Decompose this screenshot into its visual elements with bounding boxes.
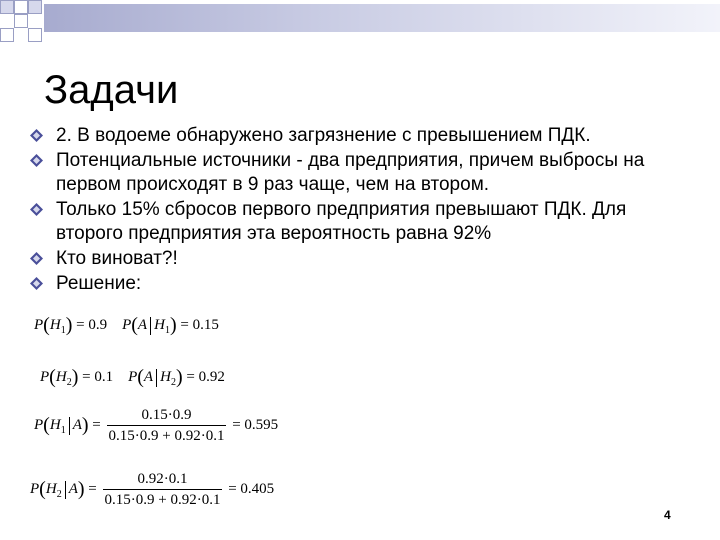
- bullet-text: Кто виноват?!: [56, 248, 178, 269]
- formula-result: 0.595: [244, 416, 279, 433]
- formula-result: 0.405: [240, 480, 275, 497]
- formula-subscript: 2: [56, 488, 62, 500]
- list-item: [28, 247, 698, 271]
- formula-fraction: [107, 406, 227, 445]
- formula-subscript: 1: [164, 324, 170, 336]
- formula-symbol: P: [128, 368, 138, 385]
- fraction-numerator: 0.15·0.9: [107, 406, 227, 426]
- deco-square: [0, 0, 14, 14]
- diamond-bullet-icon: [30, 277, 43, 290]
- formula-symbol: P: [122, 316, 132, 333]
- bullet-text: 2. В водоеме обнаружено загрязнение с превышением ПДК.: [56, 125, 591, 146]
- formula-posterior-h2: $P(H_2$ A) = $\frac{0.92\cdot 0.1}{0.15\cdot 0.9 + 0.92\cdot 0.1}$ = 0.405: [30, 471, 275, 508]
- formula-symbol: H: [49, 316, 61, 333]
- formula-subscript: 1: [60, 424, 66, 436]
- formula-symbol: H: [55, 368, 67, 385]
- formula-symbol: A: [72, 416, 82, 433]
- formula-symbol: H: [45, 480, 57, 497]
- formula-symbol: P: [34, 416, 44, 433]
- formula-symbol: H: [154, 316, 165, 333]
- list-item: [28, 272, 698, 296]
- diamond-bullet-icon: [30, 203, 43, 216]
- formula-symbol: P: [30, 480, 40, 497]
- formula-symbol: H: [160, 368, 171, 385]
- formula-posterior-h1: $P(H_1$ A) = $\frac{0.15\cdot 0.9}{0.15\cdot 0.9 + 0.92\cdot 0.1}$ = 0.595: [34, 407, 279, 444]
- fraction-denominator: 0.15·0.9 + 0.92·0.1: [104, 492, 221, 508]
- formula-symbol: A: [143, 368, 154, 385]
- bullet-text: Только 15% сбросов первого предприятия превышают ПДК. Для второго предприятия эта вероятность равна 92%: [56, 199, 627, 244]
- formula-prior-h1: $P(H_1) = 0.9$ P(A $H_1) = 0.15$: [34, 314, 219, 336]
- formula-symbol: A: [68, 480, 78, 497]
- formula-subscript: 1: [60, 324, 66, 336]
- diamond-bullet-icon: [30, 252, 43, 265]
- header-gradient-bar: [44, 4, 720, 32]
- formula-value: 0.15: [192, 316, 219, 333]
- formula-value: 0.9: [88, 316, 108, 333]
- slide-title: Задачи: [44, 68, 179, 112]
- formula-symbol: P: [34, 316, 44, 333]
- formula-subscript: 2: [170, 376, 176, 388]
- formula-prior-h2: $P(H_2) = 0.1$ P(A $H_2) = 0.92$: [40, 366, 225, 388]
- header-decoration: [0, 0, 720, 46]
- diamond-bullet-icon: [30, 154, 43, 167]
- list-item: [28, 198, 698, 246]
- formula-subscript: 2: [66, 376, 72, 388]
- formula-value: 0.92: [198, 368, 225, 385]
- deco-square: [0, 28, 14, 42]
- formula-symbol: H: [49, 416, 61, 433]
- diamond-bullet-icon: [30, 129, 43, 142]
- fraction-denominator: 0.15·0.9 + 0.92·0.1: [108, 428, 225, 444]
- page-number: 4: [664, 508, 671, 522]
- formula-fraction: [103, 470, 223, 509]
- bullet-text: Решение:: [56, 273, 142, 294]
- formula-value: 0.1: [94, 368, 114, 385]
- deco-square: [14, 0, 28, 14]
- list-item: [28, 124, 698, 148]
- deco-square: [28, 0, 42, 14]
- deco-square: [14, 14, 28, 28]
- list-item: [28, 149, 698, 197]
- formula-symbol: P: [40, 368, 50, 385]
- fraction-numerator: 0.92·0.1: [103, 470, 223, 490]
- deco-square: [28, 28, 42, 42]
- bullet-text: Потенциальные источники - два предприятия, причем выбросы на первом происходят в 9 раз чаще, чем на втором.: [56, 150, 645, 195]
- bullet-list: [28, 124, 698, 297]
- formula-symbol: A: [137, 316, 148, 333]
